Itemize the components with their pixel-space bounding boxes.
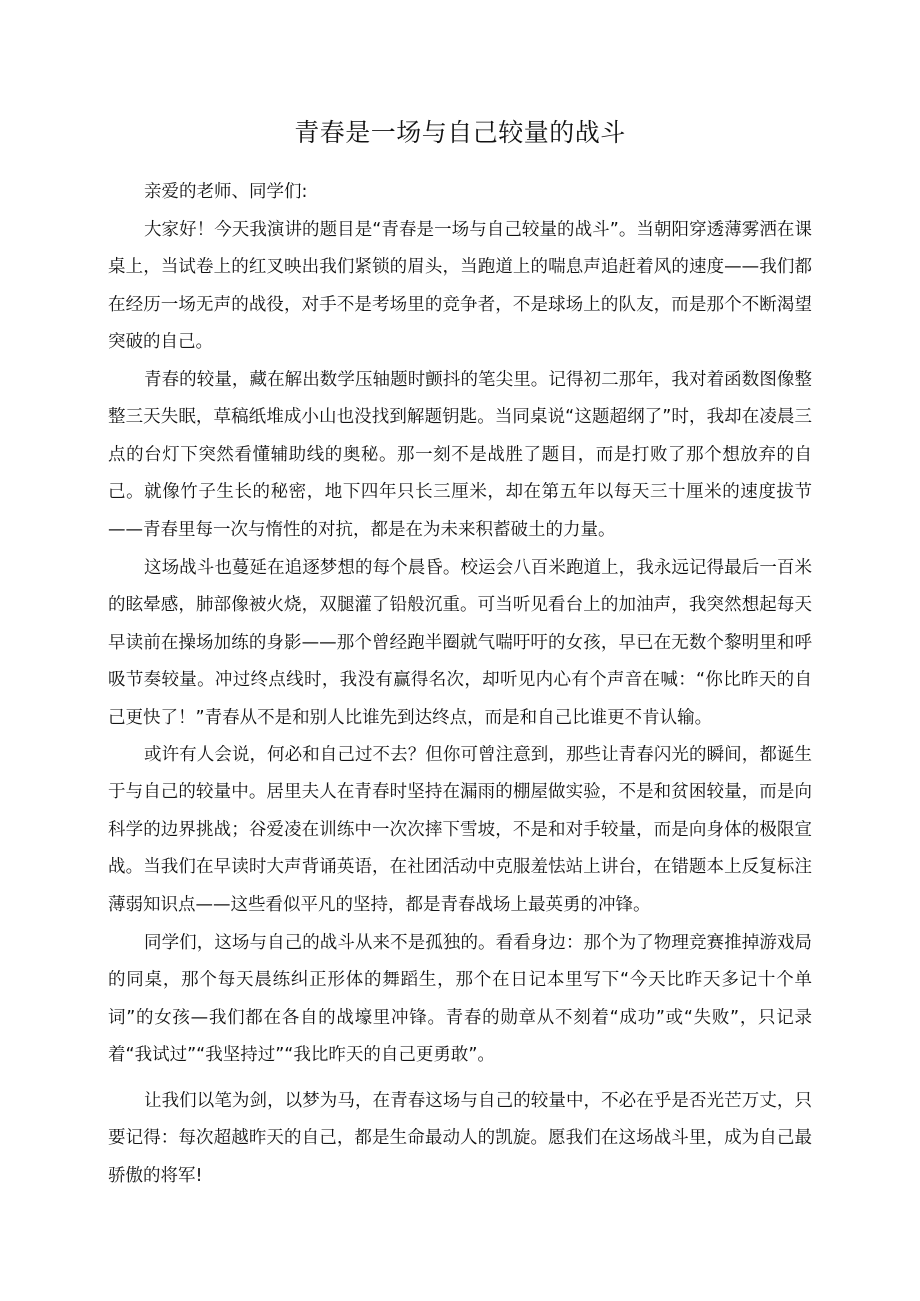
paragraph-2: 青春的较量，藏在解出数学压轴题时颤抖的笔尖里。记得初二那年，我对着函数图像整整三天失眠，草稿纸堆成小山也没找到解题钥匙。当同桌说“这题超纲了”时，我却在凌晨三点的台灯下突然看懂辅助线的奥秘。那一刻不是战胜了题目，而是打败了那个想放弃的自己。就像竹子生长的秘密，地下四年只长三厘米，却在第五年以每天三十厘米的速度拔节——青春里每一次与惰性的对抗，都是在为未来积蓄破土的力量。	[108, 370, 812, 540]
paragraph-5: 同学们，这场与自己的战斗从来不是孤独的。看看身边：那个为了物理竞赛推掉游戏局的同桌，那个每天晨练纠正形体的舞蹈生，那个在日记本里写下“今天比昨天多记十个单词”的女孩—我们都在各自的战壕里冲锋。青春的勋章从不刻着“成功”或“失败”，只记录着“我试过”“我坚持过”“我比昨天的自己更勇敢”。	[108, 933, 812, 1066]
paragraph-1: 大家好！今天我演讲的题目是“青春是一场与自己较量的战斗”。当朝阳穿透薄雾洒在课桌上，当试卷上的红叉映出我们紧锁的眉头，当跑道上的喘息声追赶着风的速度——我们都在经历一场无声的战役，对手不是考场里的竞争者，不是球场上的队友，而是那个不断渴望突破的自己。	[108, 220, 812, 353]
paragraph-3: 这场战斗也蔓延在追逐梦想的每个晨昏。校运会八百米跑道上，我永远记得最后一百米的眩晕感，肺部像被火烧，双腿灌了铅般沉重。可当听见看台上的加油声，我突然想起每天早读前在操场加练的身影——那个曾经跑半圈就气喘吁吁的女孩，早已在无数个黎明里和呼吸节奏较量。冲过终点线时，我没有赢得名次，却听见内心有个声音在喊：“你比昨天的自己更快了！”青春从不是和别人比谁先到达终点，而是和自己比谁更不肯认输。	[108, 558, 812, 728]
salutation: 亲爱的老师、同学们:	[144, 182, 308, 202]
paragraph-4: 或许有人会说，何必和自己过不去？但你可曾注意到，那些让青春闪光的瞬间，都诞生于与自己的较量中。居里夫人在青春时坚持在漏雨的棚屋做实验，不是和贫困较量，而是向科学的边界挑战；谷爱凌在训练中一次次摔下雪坡，不是和对手较量，而是向身体的极限宣战。当我们在早读时大声背诵英语，在社团活动中克服羞怯站上讲台，在错题本上反复标注薄弱知识点——这些看似平凡的坚持，都是青春战场上最英勇的冲锋。	[108, 745, 812, 915]
paragraph-6: 让我们以笔为剑，以梦为马，在青春这场与自己的较量中，不必在乎是否光芒万丈，只要记得：每次超越昨天的自己，都是生命最动人的凯旋。愿我们在这场战斗里，成为自己最骄傲的将军!	[108, 1091, 812, 1186]
document-title: 青春是一场与自己较量的战斗	[294, 118, 626, 147]
